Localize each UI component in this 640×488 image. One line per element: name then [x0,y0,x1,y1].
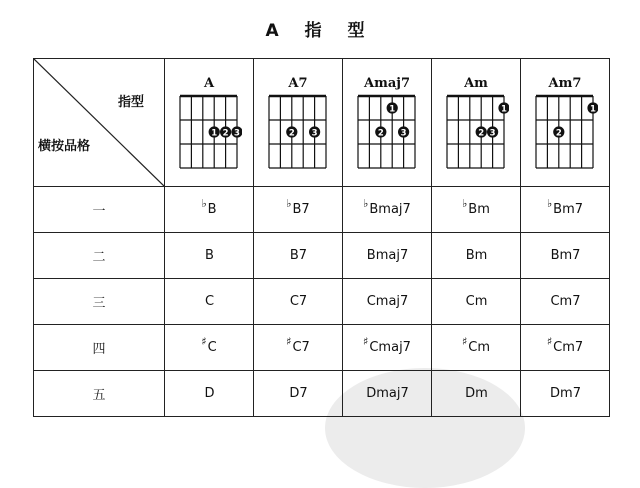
chord-header-2 [343,59,432,187]
chord-label: D [204,386,215,401]
chord-cell [521,187,610,233]
chord-name: Am7 [548,75,582,91]
chord-label: Bmaj7 [369,202,411,217]
chord-cell [432,371,521,417]
chord-label: D7 [289,386,308,401]
chord-cell [432,279,521,325]
chord-cell [521,233,610,279]
row-label: 五 [34,371,165,417]
accidental: ♯ [461,335,468,348]
chord-cell [254,325,343,371]
chord-cell [165,325,254,371]
chord-cell [432,325,521,371]
chord-cell [254,279,343,325]
chord-cell [521,371,610,417]
chord-label: B [207,202,217,217]
finger-number: 1 [389,103,396,114]
chord-diagram [532,92,598,172]
chord-cell [521,325,610,371]
row-label: 二 [34,233,165,279]
chord-cell [521,279,610,325]
chord-header-4 [521,59,610,187]
chord-label: Dmaj7 [366,386,409,401]
chord-cell [165,233,254,279]
finger-number: 3 [311,127,318,138]
chord-cell [254,187,343,233]
chord-label: Bmaj7 [366,248,409,263]
page-title: A 指 型 [265,21,375,41]
chord-header-0 [165,59,254,187]
finger-number: 2 [555,127,562,138]
chord-cell [432,187,521,233]
chord-diagram [354,92,420,172]
accidental: ♭ [201,197,207,210]
chord-cell [254,233,343,279]
finger-number: 3 [400,127,407,138]
accidental: ♯ [201,335,207,348]
chord-label: Cmaj7 [369,340,411,355]
finger-number: 2 [377,127,384,138]
diagonal-divider [34,59,165,187]
chord-cell [343,325,432,371]
finger-number: 1 [211,127,218,138]
row-label: 三 [34,279,165,325]
chord-label: C [207,340,217,355]
chord-cell [343,233,432,279]
chord-diagram [443,92,509,172]
chord-label: C [204,294,215,309]
accidental: ♯ [286,335,292,348]
chord-name: Am [464,75,488,91]
chord-header-3 [432,59,521,187]
chord-label: Bm [465,248,488,263]
finger-number: 2 [288,127,295,138]
table-row [34,371,610,417]
finger-number: 3 [234,127,240,138]
chord-cell [254,371,343,417]
chord-label: Bm7 [553,202,584,217]
chord-table [33,58,610,417]
finger-number: 1 [590,103,596,114]
accidental: ♯ [363,335,369,348]
chord-label: B [205,248,214,263]
table-row [34,279,610,325]
chord-cell [343,279,432,325]
chord-cell [165,279,254,325]
chord-cell [432,233,521,279]
chord-label: Dm [465,386,488,401]
chord-label: C7 [289,294,308,309]
chord-diagram [265,92,331,172]
row-label: 一 [34,187,165,233]
accidental: ♭ [363,197,369,210]
chord-cell [343,371,432,417]
accidental: ♭ [462,197,468,210]
chord-label: C7 [292,340,310,355]
accidental: ♭ [286,197,292,210]
corner-label-fingering: 指型 [117,95,144,110]
chord-name: A [203,75,215,91]
table-row [34,233,610,279]
table-row [34,325,610,371]
corner-cell [34,59,165,187]
chord-label: Bm7 [550,248,581,263]
table-row [34,187,610,233]
finger-number: 3 [489,127,496,138]
finger-number: 2 [222,127,229,138]
finger-number: 1 [501,103,507,114]
chord-label: B7 [292,202,310,217]
accidental: ♯ [546,335,553,348]
corner-label-barre-fret: 横按品格 [38,139,91,154]
chord-label: Bm [468,202,490,217]
chord-label: Cm [465,294,488,309]
chord-cell [165,187,254,233]
chord-label: Cm7 [553,340,584,355]
chord-diagram [176,92,242,172]
chord-label: B7 [289,248,308,263]
row-label: 四 [34,325,165,371]
chord-name: A7 [288,75,308,91]
chord-cell [165,371,254,417]
finger-number: 2 [478,127,485,138]
header-row [34,59,610,187]
chord-label: Cm7 [550,294,581,309]
chord-cell [343,187,432,233]
chord-header-1 [254,59,343,187]
chord-label: Cm [468,340,491,355]
chord-name: Amaj7 [363,75,410,91]
chord-label: Dm7 [550,386,581,401]
accidental: ♭ [546,197,553,210]
chord-label: Cmaj7 [366,294,409,309]
